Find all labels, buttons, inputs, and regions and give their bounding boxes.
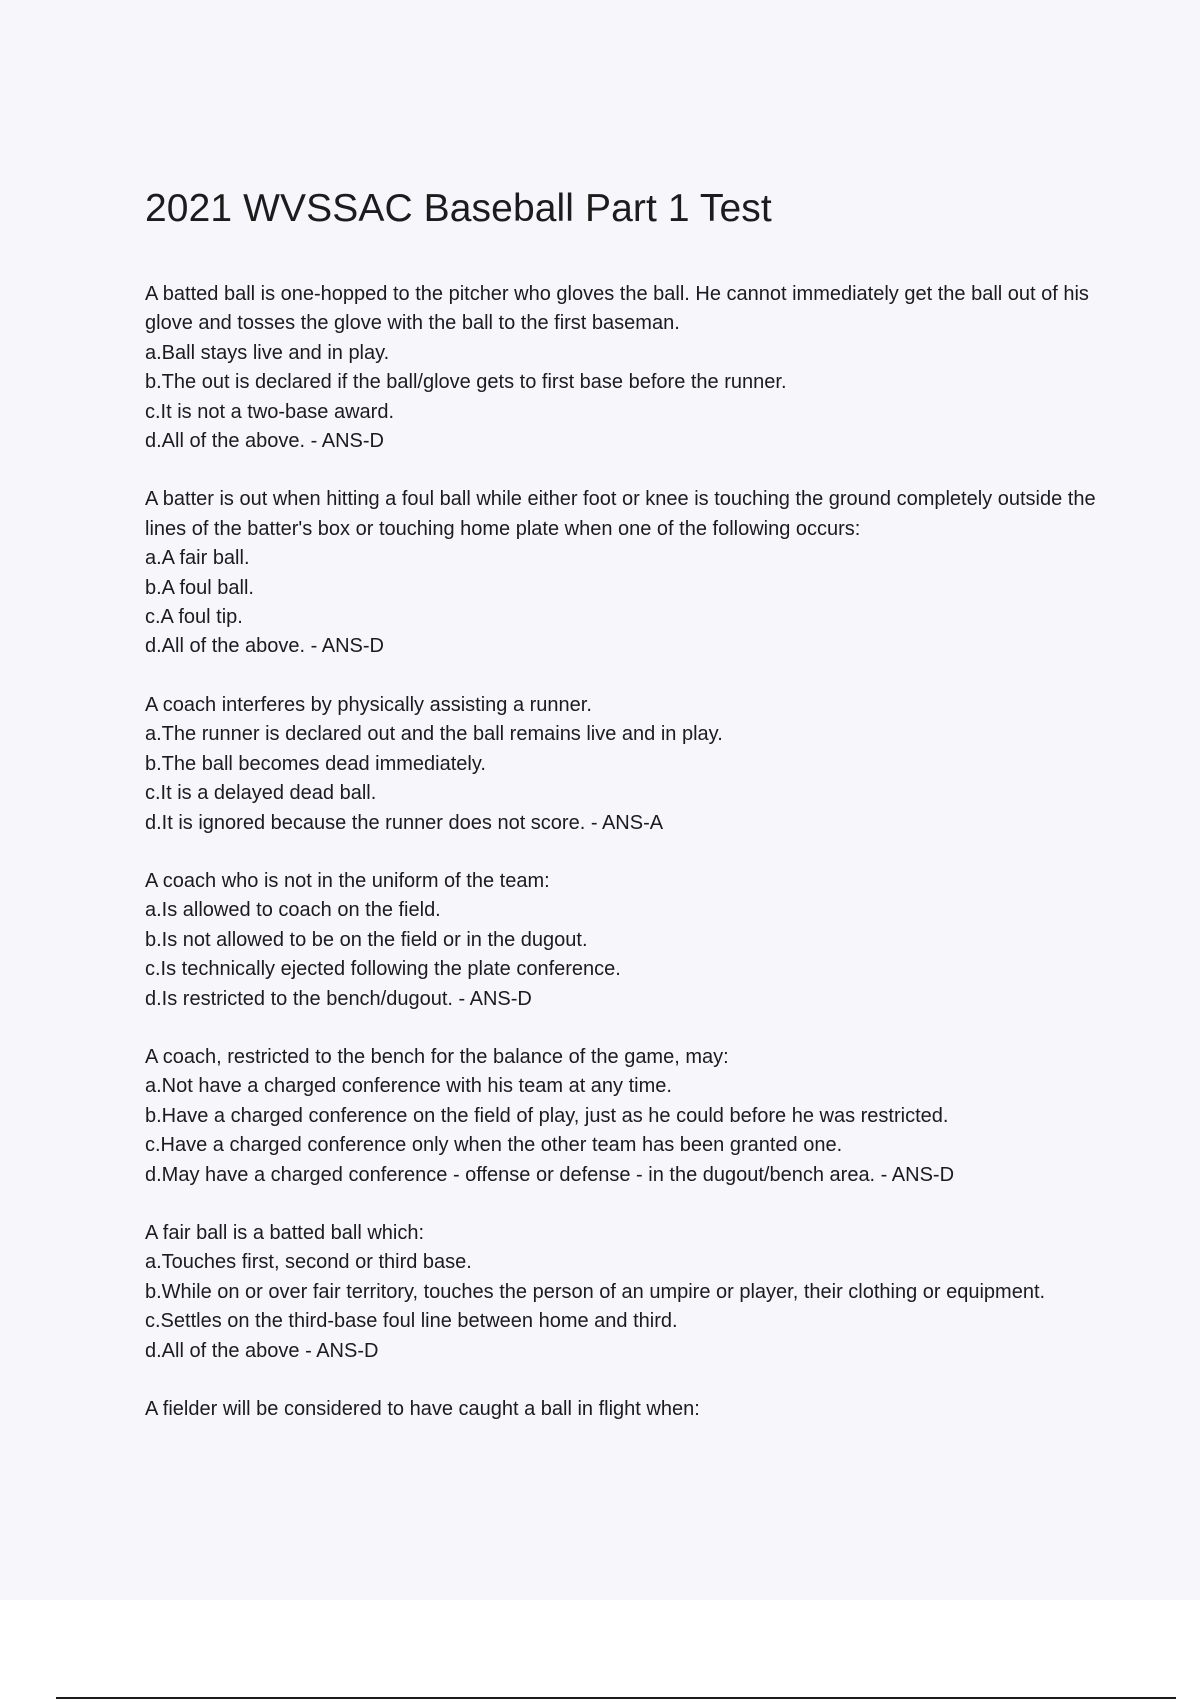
document-title: 2021 WVSSAC Baseball Part 1 Test	[145, 187, 772, 230]
answer-option: d.May have a charged conference - offense or defense - in the dugout/bench area. - ANS-D	[145, 1163, 955, 1186]
question-text: A batted ball is one-hopped to the pitcher who gloves the ball. He cannot immediately get the ball out of his glove and tosses the glove with the ball to the first baseman.	[145, 283, 1089, 335]
question-block	[145, 280, 1105, 456]
question-list	[145, 280, 1105, 1424]
answer-option: c.Is technically ejected following the plate conference.	[145, 958, 621, 981]
answer-option: b.The ball becomes dead immediately.	[145, 752, 486, 775]
answer-option: c.Settles on the third-base foul line between home and third.	[145, 1310, 678, 1333]
question-block	[145, 1395, 1105, 1424]
question-text: A fielder will be considered to have caught a ball in flight when:	[145, 1398, 700, 1420]
answer-option: d.All of the above - ANS-D	[145, 1339, 379, 1362]
answer-option: a.A fair ball.	[145, 547, 250, 570]
answer-option: b.While on or over fair territory, touches the person of an umpire or player, their clothing or equipment.	[145, 1280, 1046, 1303]
question-text: A coach, restricted to the bench for the balance of the game, may:	[145, 1045, 729, 1068]
answer-option: d.All of the above. - ANS-D	[145, 635, 385, 658]
document-content	[145, 186, 1105, 1453]
answer-option: b.Is not allowed to be on the field or in the dugout.	[145, 928, 588, 951]
answer-option: b.A foul ball.	[145, 576, 254, 599]
question-block	[145, 1219, 1105, 1366]
question-block	[145, 867, 1105, 1014]
question-text: A batter is out when hitting a foul ball while either foot or knee is touching the ground completely outside the lines of the batter's box or touching home plate when one of the following occurs:	[145, 488, 1096, 540]
answer-option: a.Is allowed to coach on the field.	[145, 899, 441, 922]
answer-option: d.All of the above. - ANS-D	[145, 430, 385, 453]
answer-option: d.It is ignored because the runner does not score. - ANS-A	[145, 811, 664, 834]
answer-option: a.Not have a charged conference with his team at any time.	[145, 1075, 672, 1098]
answer-option: c.Have a charged conference only when the other team has been granted one.	[145, 1134, 843, 1157]
answer-option: b.Have a charged conference on the field of play, just as he could before he was restricted.	[145, 1104, 949, 1127]
answer-option: d.Is restricted to the bench/dugout. - ANS-D	[145, 987, 532, 1010]
page-divider	[56, 1697, 1176, 1699]
answer-option: c.It is a delayed dead ball.	[145, 782, 377, 805]
answer-option: c.A foul tip.	[145, 606, 243, 629]
question-block	[145, 1043, 1105, 1190]
answer-option: a.The runner is declared out and the ball remains live and in play.	[145, 723, 723, 746]
question-block	[145, 485, 1105, 661]
answer-option: a.Touches first, second or third base.	[145, 1251, 472, 1274]
question-text: A coach interferes by physically assisting a runner.	[145, 693, 592, 716]
answer-option: a.Ball stays live and in play.	[145, 341, 390, 364]
question-text: A coach who is not in the uniform of the team:	[145, 869, 550, 892]
answer-option: c.It is not a two-base award.	[145, 400, 395, 423]
question-text: A fair ball is a batted ball which:	[145, 1221, 425, 1244]
question-block	[145, 691, 1105, 838]
answer-option: b.The out is declared if the ball/glove gets to first base before the runner.	[145, 371, 787, 394]
